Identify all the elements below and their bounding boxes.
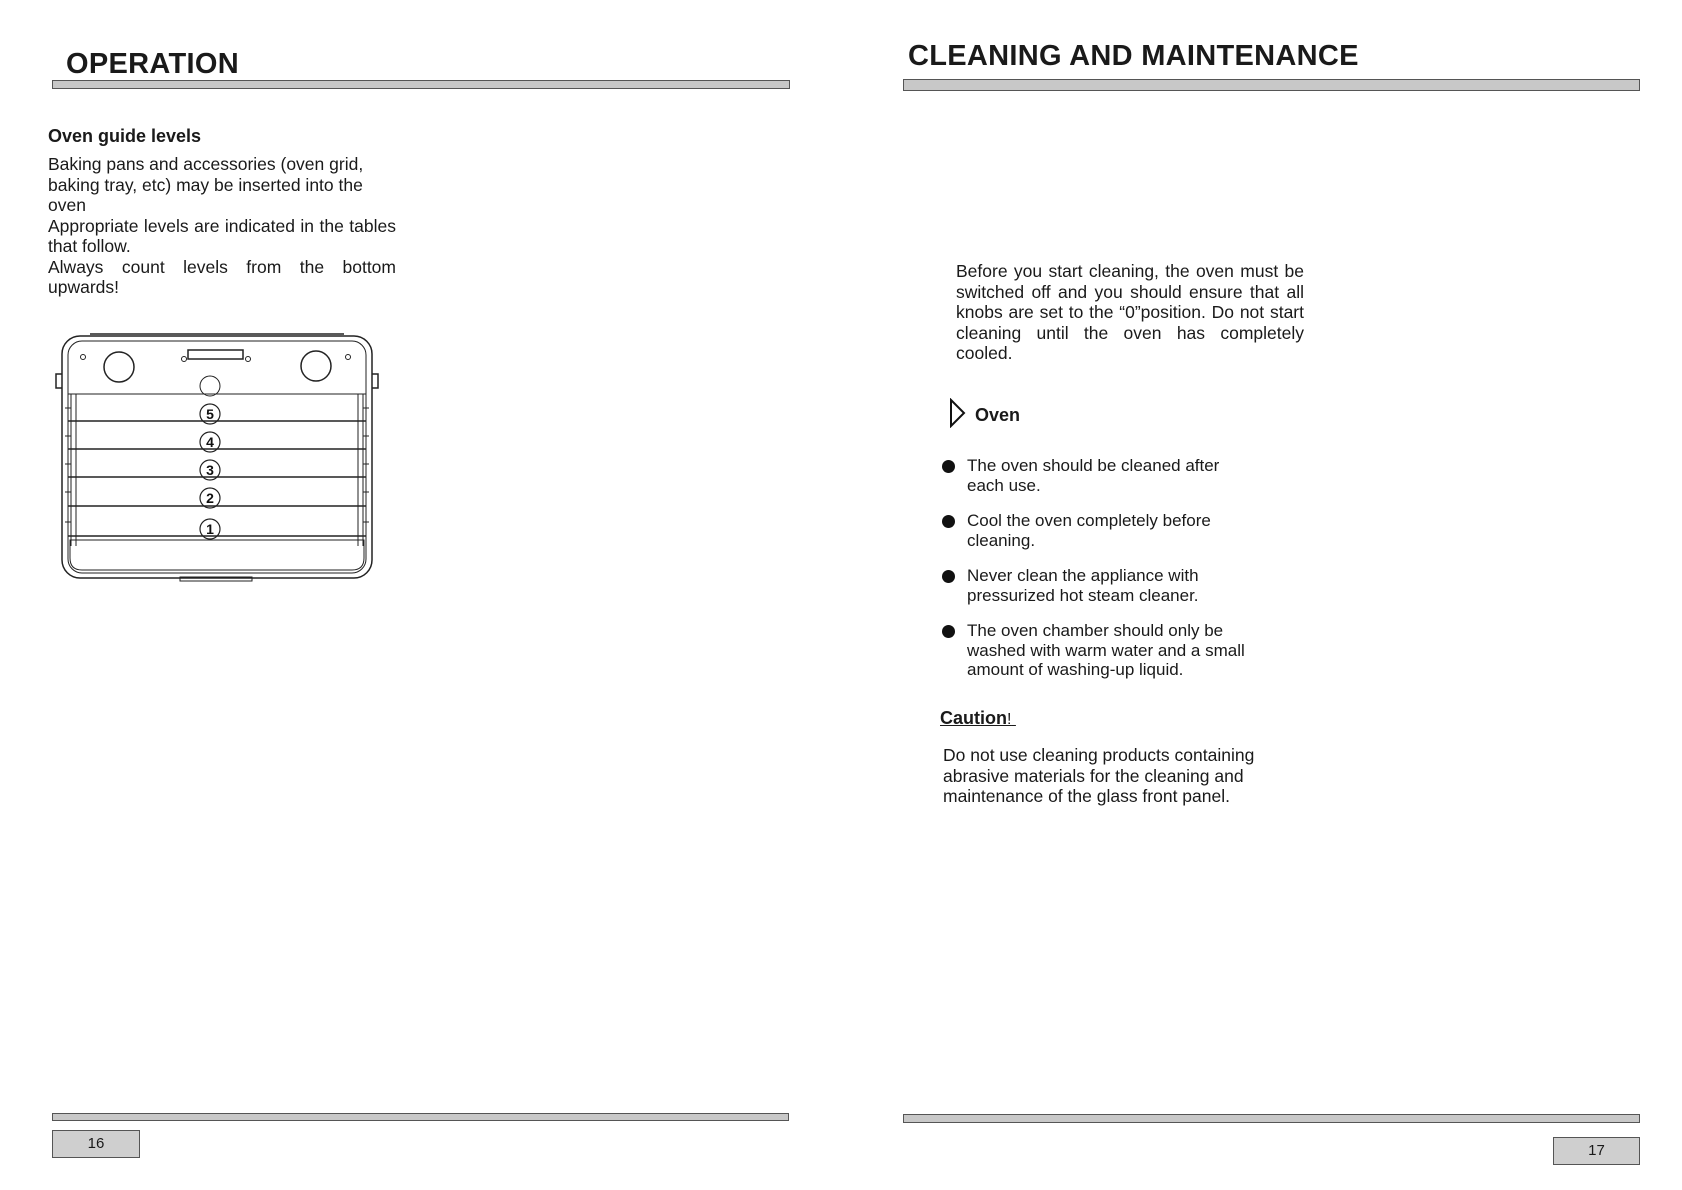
bottom-compartment [70, 540, 364, 570]
caution-heading: Caution! [940, 708, 1012, 728]
footer-rule-right [903, 1114, 1640, 1123]
paragraph-accessories: Baking pans and accessories (oven grid, baking tray, etc) may be inserted into the oven [48, 154, 364, 215]
page-number-left: 16 [52, 1130, 140, 1158]
level-label-4: 4 [206, 434, 214, 450]
paragraph-count-levels: Always count levels from the bottom upwards! [48, 256, 396, 297]
page-number-right: 17 [1553, 1137, 1640, 1165]
oven-levels-diagram [52, 326, 382, 590]
bullet-icon [942, 460, 955, 473]
oven-body-outline [62, 336, 372, 578]
oven-body-inner-outline [68, 341, 366, 573]
indicator-dot [182, 357, 187, 362]
right-hinge [372, 374, 378, 388]
bullet-icon [942, 515, 955, 528]
page-title-operation: OPERATION [66, 48, 239, 80]
indicator-dot [81, 355, 86, 360]
bullet-icon [942, 625, 955, 638]
oven-guide-text [48, 154, 396, 298]
oven-light [200, 376, 220, 396]
bullet-icon [942, 570, 955, 583]
caution-text: Do not use cleaning products containing abrasive materials for the cleaning and maintenance of the glass front panel. [943, 745, 1255, 806]
section-arrow-icon [949, 398, 967, 428]
indicator-dot [346, 355, 351, 360]
list-item: The oven chamber should only be washed with warm water and a small amount of washing-up liquid. [942, 621, 1267, 680]
level-label-2: 2 [206, 490, 214, 506]
page-title-cleaning: CLEANING AND MAINTENANCE [908, 40, 1359, 72]
level-label-3: 3 [206, 462, 214, 478]
list-item: The oven should be cleaned after each use. [942, 456, 1257, 495]
list-item: Cool the oven completely before cleaning. [942, 511, 1257, 550]
oven-heading: Oven [975, 405, 1021, 425]
paragraph-levels-indicated: Appropriate levels are indicated in the tables that follow. [48, 215, 396, 256]
header-rule-right [903, 79, 1640, 91]
level-label-1: 1 [206, 521, 214, 537]
cleaning-bullet-list [942, 456, 1267, 696]
timer-display [188, 350, 243, 359]
footer-rule-left [52, 1113, 789, 1121]
section-heading-oven-guide-levels: Oven guide levels [48, 126, 202, 146]
level-label-5: 5 [206, 406, 214, 422]
left-hinge [56, 374, 62, 388]
cleaning-intro-text: Before you start cleaning, the oven must be switched off and you should ensure that all knobs are set to the “0”position. Do not start cleaning until the oven has completely cooled. [956, 261, 1304, 363]
left-knob [104, 352, 134, 382]
indicator-dot [246, 357, 251, 362]
list-item: Never clean the appliance with pressurized hot steam cleaner. [942, 566, 1257, 605]
header-rule-left [52, 80, 790, 89]
right-knob [301, 351, 331, 381]
